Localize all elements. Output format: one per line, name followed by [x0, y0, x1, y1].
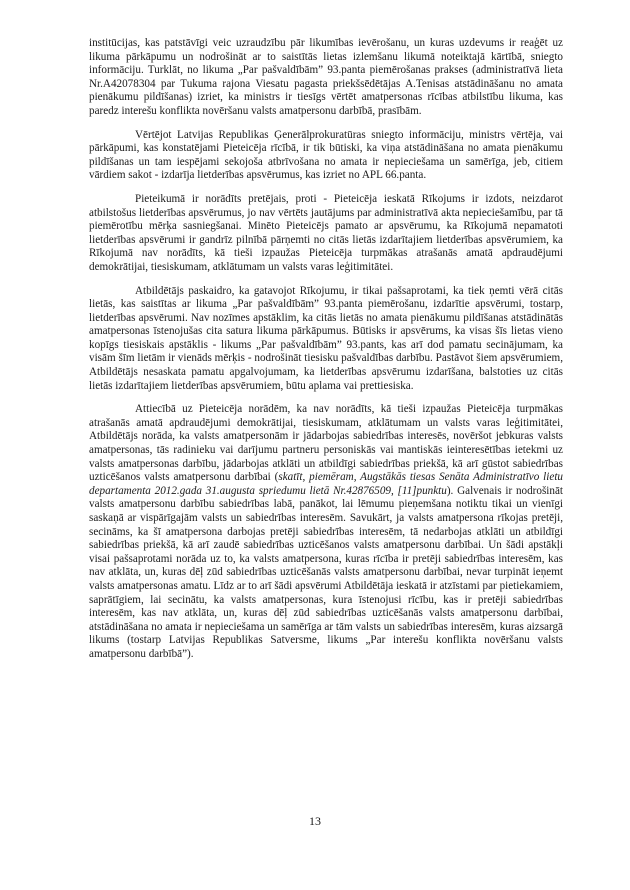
paragraph-5-text-start: Attiecībā uz Pieteicēja norādēm, ka nav norādīts, kā tieši izpaužas Pieteicēja turpmākas atrašanās amatā apdraudējumi demokrātijai, tiesiskumam, atklātumam un valsts varas leģitimitātei, Atbildētājs norāda, ka valsts amatpersonām ir jādarbojas sabiedrības interesēs, novēršot jebkuras valsts amatpersonas, tās radinieku vai darījumu partneru personiskās vai mantiskās ieinteresētības ietekmi uz valsts amatpersonas darbību, jādarbojas atklāti un atbildīgi sabiedrības priekšā, kā arī gūstot sabiedrības uzticēšanos valsts amatpersonu darbībai (	[89, 403, 563, 484]
court-citation: skatīt, piemēram, Augstākās tiesas Senāta Administratīvo lietu departamenta 2012.gada 31.augusta spriedumu lietā Nr.42876509, [11]punktu	[89, 471, 563, 497]
document-body	[89, 37, 563, 662]
paragraph-4: Atbildētājs paskaidro, ka gatavojot Rīkojumu, ir tikai pašsaprotami, ka tiek ņemti vērā citās lietās, kas saistītas ar likuma „Par pašvaldībām” 93.panta piemērošanu, izdarītie apsvērumi, tostarp, lietderības apsvērumi. Nav nozīmes apstāklim, ka citās lietās no amata pienākumu pildīšanas atstādinātās amatpersonas īstenojušas cita satura likuma pārkāpumus. Būtisks ir apsvērums, ka visas šīs lietas vieno kopīgs tiesiskais apstāklis - likums „Par pašvaldībām” 93.pants, kas arī dod pamatu secinājumam, ka visām šīm lietām ir vienāds mērķis - nodrošināt tiesisku pašvaldības darbību. Pastāvot šiem apsvērumiem, Atbildētājs nesaskata pamatu apgalvojumam, ka lietderības apsvērumu izdarīšana, balstoties uz citās lietās izdarītajiem lietderības apsvērumiem, būtu aplama vai prettiesiska.	[89, 284, 563, 392]
paragraph-2: Vērtējot Latvijas Republikas Ģenerālprokuratūras sniegto informāciju, ministrs vērtēja, vai pārkāpumi, kas konstatējami Pieteicēja rīcībā, ir tik būtiski, ka viņa atstādināšana no amata pienākumu pildīšanas un tam iespējami sekojoša atbrīvošana no amata ir nepieciešama un samērīga, jeb, citiem vārdiem sakot - izdarīja lietderības apsvērumus, kas izriet no APL 66.panta.	[89, 128, 563, 182]
paragraph-3: Pieteikumā ir norādīts pretējais, proti - Pieteicēja ieskatā Rīkojums ir izdots, neizdarot atbilstošus lietderības apsvērumus, jo nav vērtēts jautājums par administratīvā akta nepieciešamību, par tā piemērotību mērķa sasniegšanai. Minēto Pieteicējs pamato ar apsvērumu, ka Rīkojumā nepamatoti lietderības apsvērumi ir gandrīz pilnībā pārņemti no citās lietās izdarītajiem lietderības apsvērumiem, ka Rīkojumā nav norādīts, kā tieši izpaužas Pieteicēja turpmākas atrašanās amatā apdraudējumi demokrātijai, tiesiskumam, atklātumam un valsts varas leģitimitātei.	[89, 192, 563, 273]
paragraph-5-text-end: ). Galvenais ir nodrošināt valsts amatpersonu darbību sabiedrības labā, panākot, lai lēmumu pieņemšana notiktu tikai un vienīgi saskaņā ar vispārīgajām valsts un sabiedrības interesēm. Savukārt, ja valsts amatpersona rīkojas pretēji, secināms, ka šī amatpersona darbojas pretēji sabiedrības interesēm, tā nedarbojas atklāti un atbildīgi sabiedrības priekšā, kā arī zaudē sabiedrības uzticēšanos valsts amatpersonu darbībai. Un šādi apstākļi visai pašsaprotami norāda uz to, ka valsts amatpersona, kuras rīcība ir pretēji sabiedrības interesēm, kas nav atklāta, un, kuras dēļ zūd sabiedrības uzticēšanās valsts amatpersonu darbībai, nevar turpināt ieņemt valsts amatpersonas amatu. Līdz ar to arī šādi apsvērumi Atbildētāja ieskatā ir atzīstami par pietiekamiem, saprātīgiem, lai secinātu, ka valsts amatpersonas, kura īstenojusi rīcību, kas ir pretēji sabiedrības interesēm, kas nav atklāta, un, kuras dēļ zūd sabiedrības uzticēšanās valsts amatpersonu darbībai, atstādināšana no amata ir nepieciešama un samērīga ar tām valsts un sabiedrības interesēm, kuras aizsargā likums (tostarp Latvijas Republikas Satversme, likums „Par interešu konflikta novēršanu valsts amatpersonu darbībā”).	[89, 484, 563, 660]
paragraph-1: institūcijas, kas patstāvīgi veic uzraudzību pār likumības ievērošanu, un kuras uzdevums ir reaģēt uz likuma pārkāpumu un nodrošināt ar to saistītās lietas izlemšanu likumā noteiktajā kārtībā, sniegto informāciju. Turklāt, no likuma „Par pašvaldībām” 93.panta piemērošanas prakses (administratīvā lieta Nr.A42078304 par Tukuma rajona Viesatu pagasta priekšsēdētājas A.Tenisas atstādināšanu no amata pienākumu pildīšanas) izriet, ka ministrs ir tiesīgs vērtēt amatpersonas rīcības atbilstību likuma, kas paredz interešu konflikta novēršanu valsts amatpersonu darbībā, prasībām.	[89, 37, 563, 117]
paragraph-5	[89, 403, 563, 661]
page-number: 13	[309, 814, 321, 828]
